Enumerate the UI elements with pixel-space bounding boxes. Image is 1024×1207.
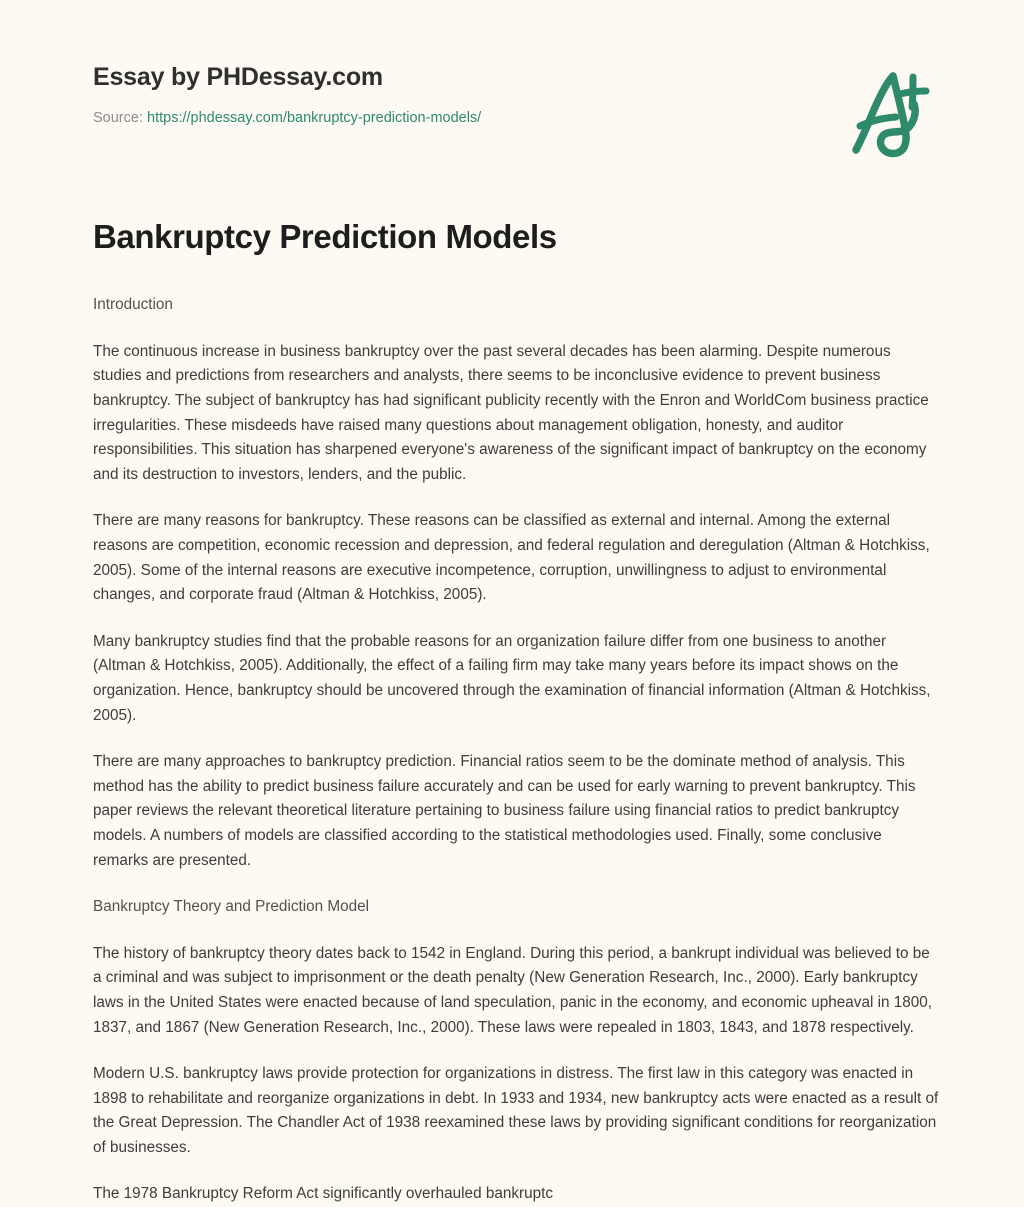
paragraph-5: The history of bankruptcy theory dates back to 1542 in England. During this period, a bankrupt individual was believed to be a criminal and was subject to imprisonment or the death penalty (New Generation Research, Inc., 2000). Early bankruptcy laws in the United States were enacted because of land speculation, panic in the economy, and economic upheaval in 1800, 1837, and 1867 (New Generation Research, Inc., 2000). These laws were repealed in 1803, 1843, and 1878 respectively. <box>93 944 933 1036</box>
paragraph-6: Modern U.S. bankruptcy laws provide protection for organizations in distress. The first law in this category was enacted in 1898 to rehabilitate and reorganize organizations in debt. In 1933 and 1934, new bankruptcy acts were enacted as a result of the Great Depression. The Chandler Act of 1938 reexamined these laws by providing significant conditions for reorganization of businesses. <box>93 1065 939 1156</box>
article-body <box>93 216 941 1207</box>
section-heading-introduction: Introduction <box>93 296 173 314</box>
paragraph-4: There are many approaches to bankruptcy prediction. Financial ratios seem to be the dominate method of analysis. This method has the ability to predict business failure accurately and can be used for early warning to prevent bankruptcy. This paper reviews the relevant theoretical literature pertaining to business failure using financial ratios to predict bankruptcy models. A numbers of models are classified according to the statistical methodologies used. Finally, some conclusive remarks are presented. <box>93 753 916 869</box>
source-line <box>93 108 938 128</box>
document-header <box>93 62 938 172</box>
source-url-link[interactable]: https://phdessay.com/bankruptcy-prediction-models/ <box>147 110 482 126</box>
paragraph-3: Many bankruptcy studies find that the probable reasons for an organization failure differ from one business to another (Altman & Hotchkiss, 2005). Additionally, the effect of a failing firm may take many years before its impact shows on the organization. Hence, bankruptcy should be uncovered through the examination of financial information (Altman & Hotchkiss, 2005). <box>93 632 931 724</box>
section-heading-bankruptcy-theory: Bankruptcy Theory and Prediction Model <box>93 898 370 916</box>
a-plus-logo-icon <box>838 62 938 162</box>
paragraph-7-truncated: The 1978 Bankruptcy Reform Act significantly overhauled bankruptc <box>93 1185 554 1203</box>
paragraph-2: There are many reasons for bankruptcy. These reasons can be classified as external and internal. Among the external reasons are competition, economic recession and depression, and federal regulation and deregulation (Altman & Hotchkiss, 2005). Some of the internal reasons are executive incompetence, corruption, unwillingness to adjust to environmental changes, and corporate fraud (Altman & Hotchkiss, 2005). <box>93 512 930 604</box>
source-label: Source: <box>93 110 143 126</box>
paragraph-1: The continuous increase in business bankruptcy over the past several decades has been alarming. Despite numerous studies and predictions from researchers and analysts, there seems to be inconclusive evidence to prevent business bankruptcy. The subject of bankruptcy has had significant publicity recently with the Enron and WorldCom business practice irregularities. These misdeeds have raised many questions about management obligation, honesty, and auditor responsibilities. This situation has sharpened everyone's awareness of the significant impact of bankruptcy on the economy and its destruction to investors, lenders, and the public. <box>93 342 929 483</box>
brand-title: Essay by PHDessay.com <box>93 63 383 91</box>
page-title: Bankruptcy Prediction Models <box>93 218 557 255</box>
